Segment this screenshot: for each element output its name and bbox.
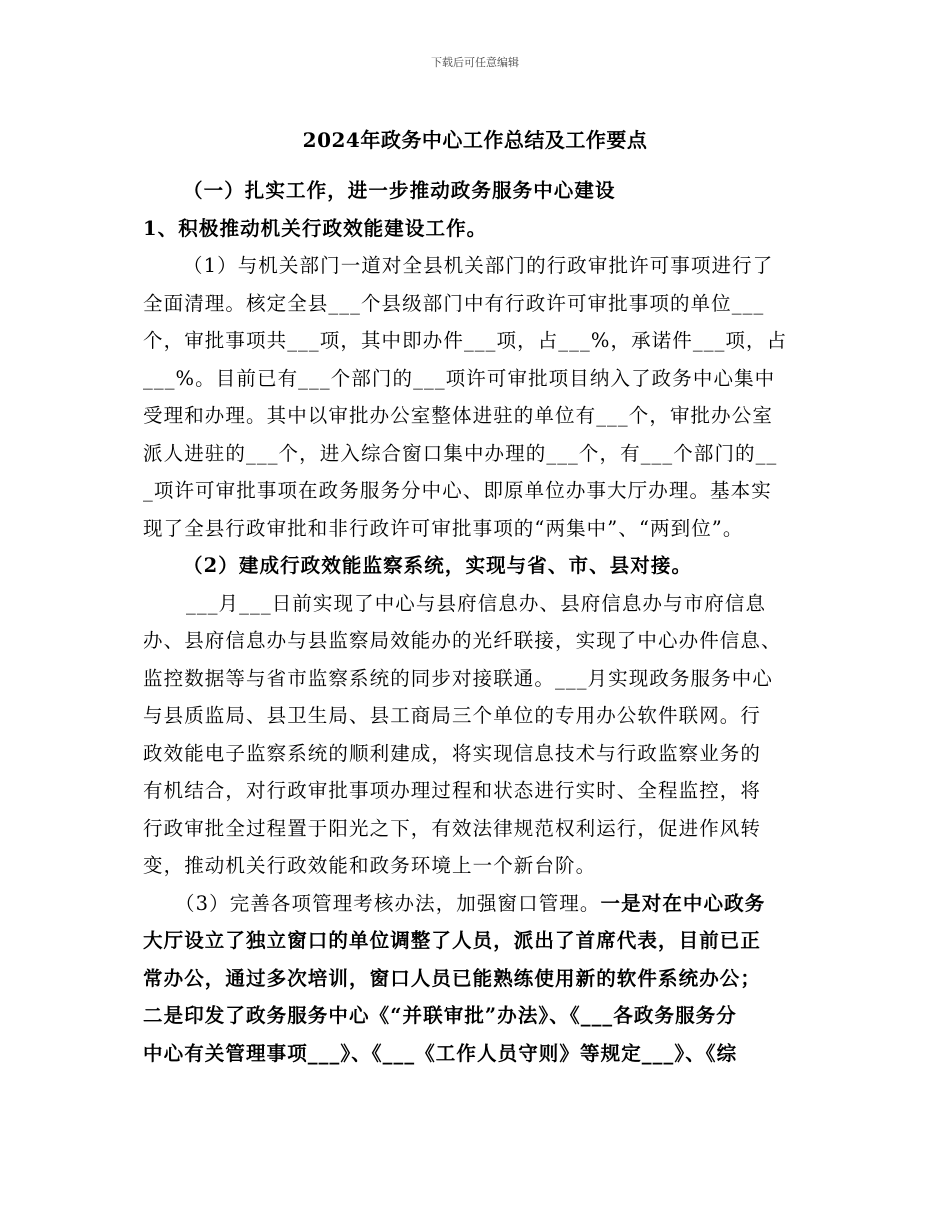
header-note: 下载后可任意编辑 — [431, 56, 519, 69]
paragraph-line: ___%。目前已有___个部门的___项许可审批项目纳入了政务中心集中 — [143, 366, 776, 390]
subsection-heading: （2）建成行政效能监察系统，实现与省、市、县对接。 — [183, 554, 693, 577]
paragraph-line: （1）与机关部门一道对全县机关部门的行政审批许可事项进行了 — [183, 254, 774, 277]
subsection-heading: 1、积极推动机关行政效能建设工作。 — [143, 216, 488, 240]
paragraph-line: ___月___日前实现了中心与县府信息办、县府信息办与市府信息 — [186, 591, 767, 615]
paragraph-line: 政效能电子监察系统的顺利建成，将实现信息技术与行政监察业务的 — [143, 741, 762, 765]
paragraph-line: 监控数据等与省市监察系统的同步对接联通。___月实现政务服务中心 — [143, 666, 773, 690]
paragraph-line: 常办公，通过多次培训，窗口人员已能熟练使用新的软件系统办公； — [143, 966, 762, 990]
paragraph-line — [143, 885, 811, 923]
paragraph-line: 派人进驻的___个，进入综合窗口集中办理的___个，有___个部门的__ — [143, 441, 778, 465]
paragraph-line: _项许可审批事项在政务服务分中心、即原单位办事大厅办理。基本实 — [143, 479, 772, 502]
paragraph-line: 受理和办理。其中以审批办公室整体进驻的单位有___个，审批办公室 — [143, 404, 773, 427]
document-body — [143, 172, 811, 1072]
paragraph-line: 二是印发了政务服务中心《“并联审批”办法》、《___各政务服务分 — [143, 1004, 737, 1027]
paragraph-line: 现了全县行政审批和非行政许可审批事项的“两集中”、“两到位”。 — [143, 516, 744, 540]
paragraph-line: 与县质监局、县卫生局、县工商局三个单位的专用办公软件联网。行 — [143, 704, 762, 727]
document-title: 2024年政务中心工作总结及工作要点 — [302, 128, 648, 152]
paragraph-line: 大厅设立了独立窗口的单位调整了人员，派出了首席代表，目前已正 — [143, 929, 762, 952]
paragraph-line: 有机结合，对行政审批事项办理过程和状态进行实时、全程监控，将 — [143, 779, 762, 802]
paragraph-lead: （3）完善各项管理考核办法，加强窗口管理。 — [175, 891, 601, 915]
paragraph-line: 全面清理。核定全县___个县级部门中有行政许可审批事项的单位___ — [143, 291, 765, 315]
paragraph-line: 变，推动机关行政效能和政务环境上一个新台阶。 — [143, 854, 597, 877]
paragraph-bold-tail: 一是对在中心政务 — [600, 891, 766, 915]
paragraph-line: 办、县府信息办与县监察局效能办的光纤联接，实现了中心办件信息、 — [143, 629, 782, 652]
paragraph-line: 个，审批事项共___项，其中即办件___项，占___%，承诺件___项，占 — [143, 329, 788, 352]
paragraph-line: 行政审批全过程置于阳光之下，有效法律规范权利运行，促进作风转 — [143, 816, 762, 840]
section-heading: （一）扎实工作，进一步推动政务服务中心建设 — [183, 179, 616, 202]
paragraph-line: 中心有关管理事项___》、《___《工作人员守则》等规定___》、《综 — [143, 1041, 738, 1065]
